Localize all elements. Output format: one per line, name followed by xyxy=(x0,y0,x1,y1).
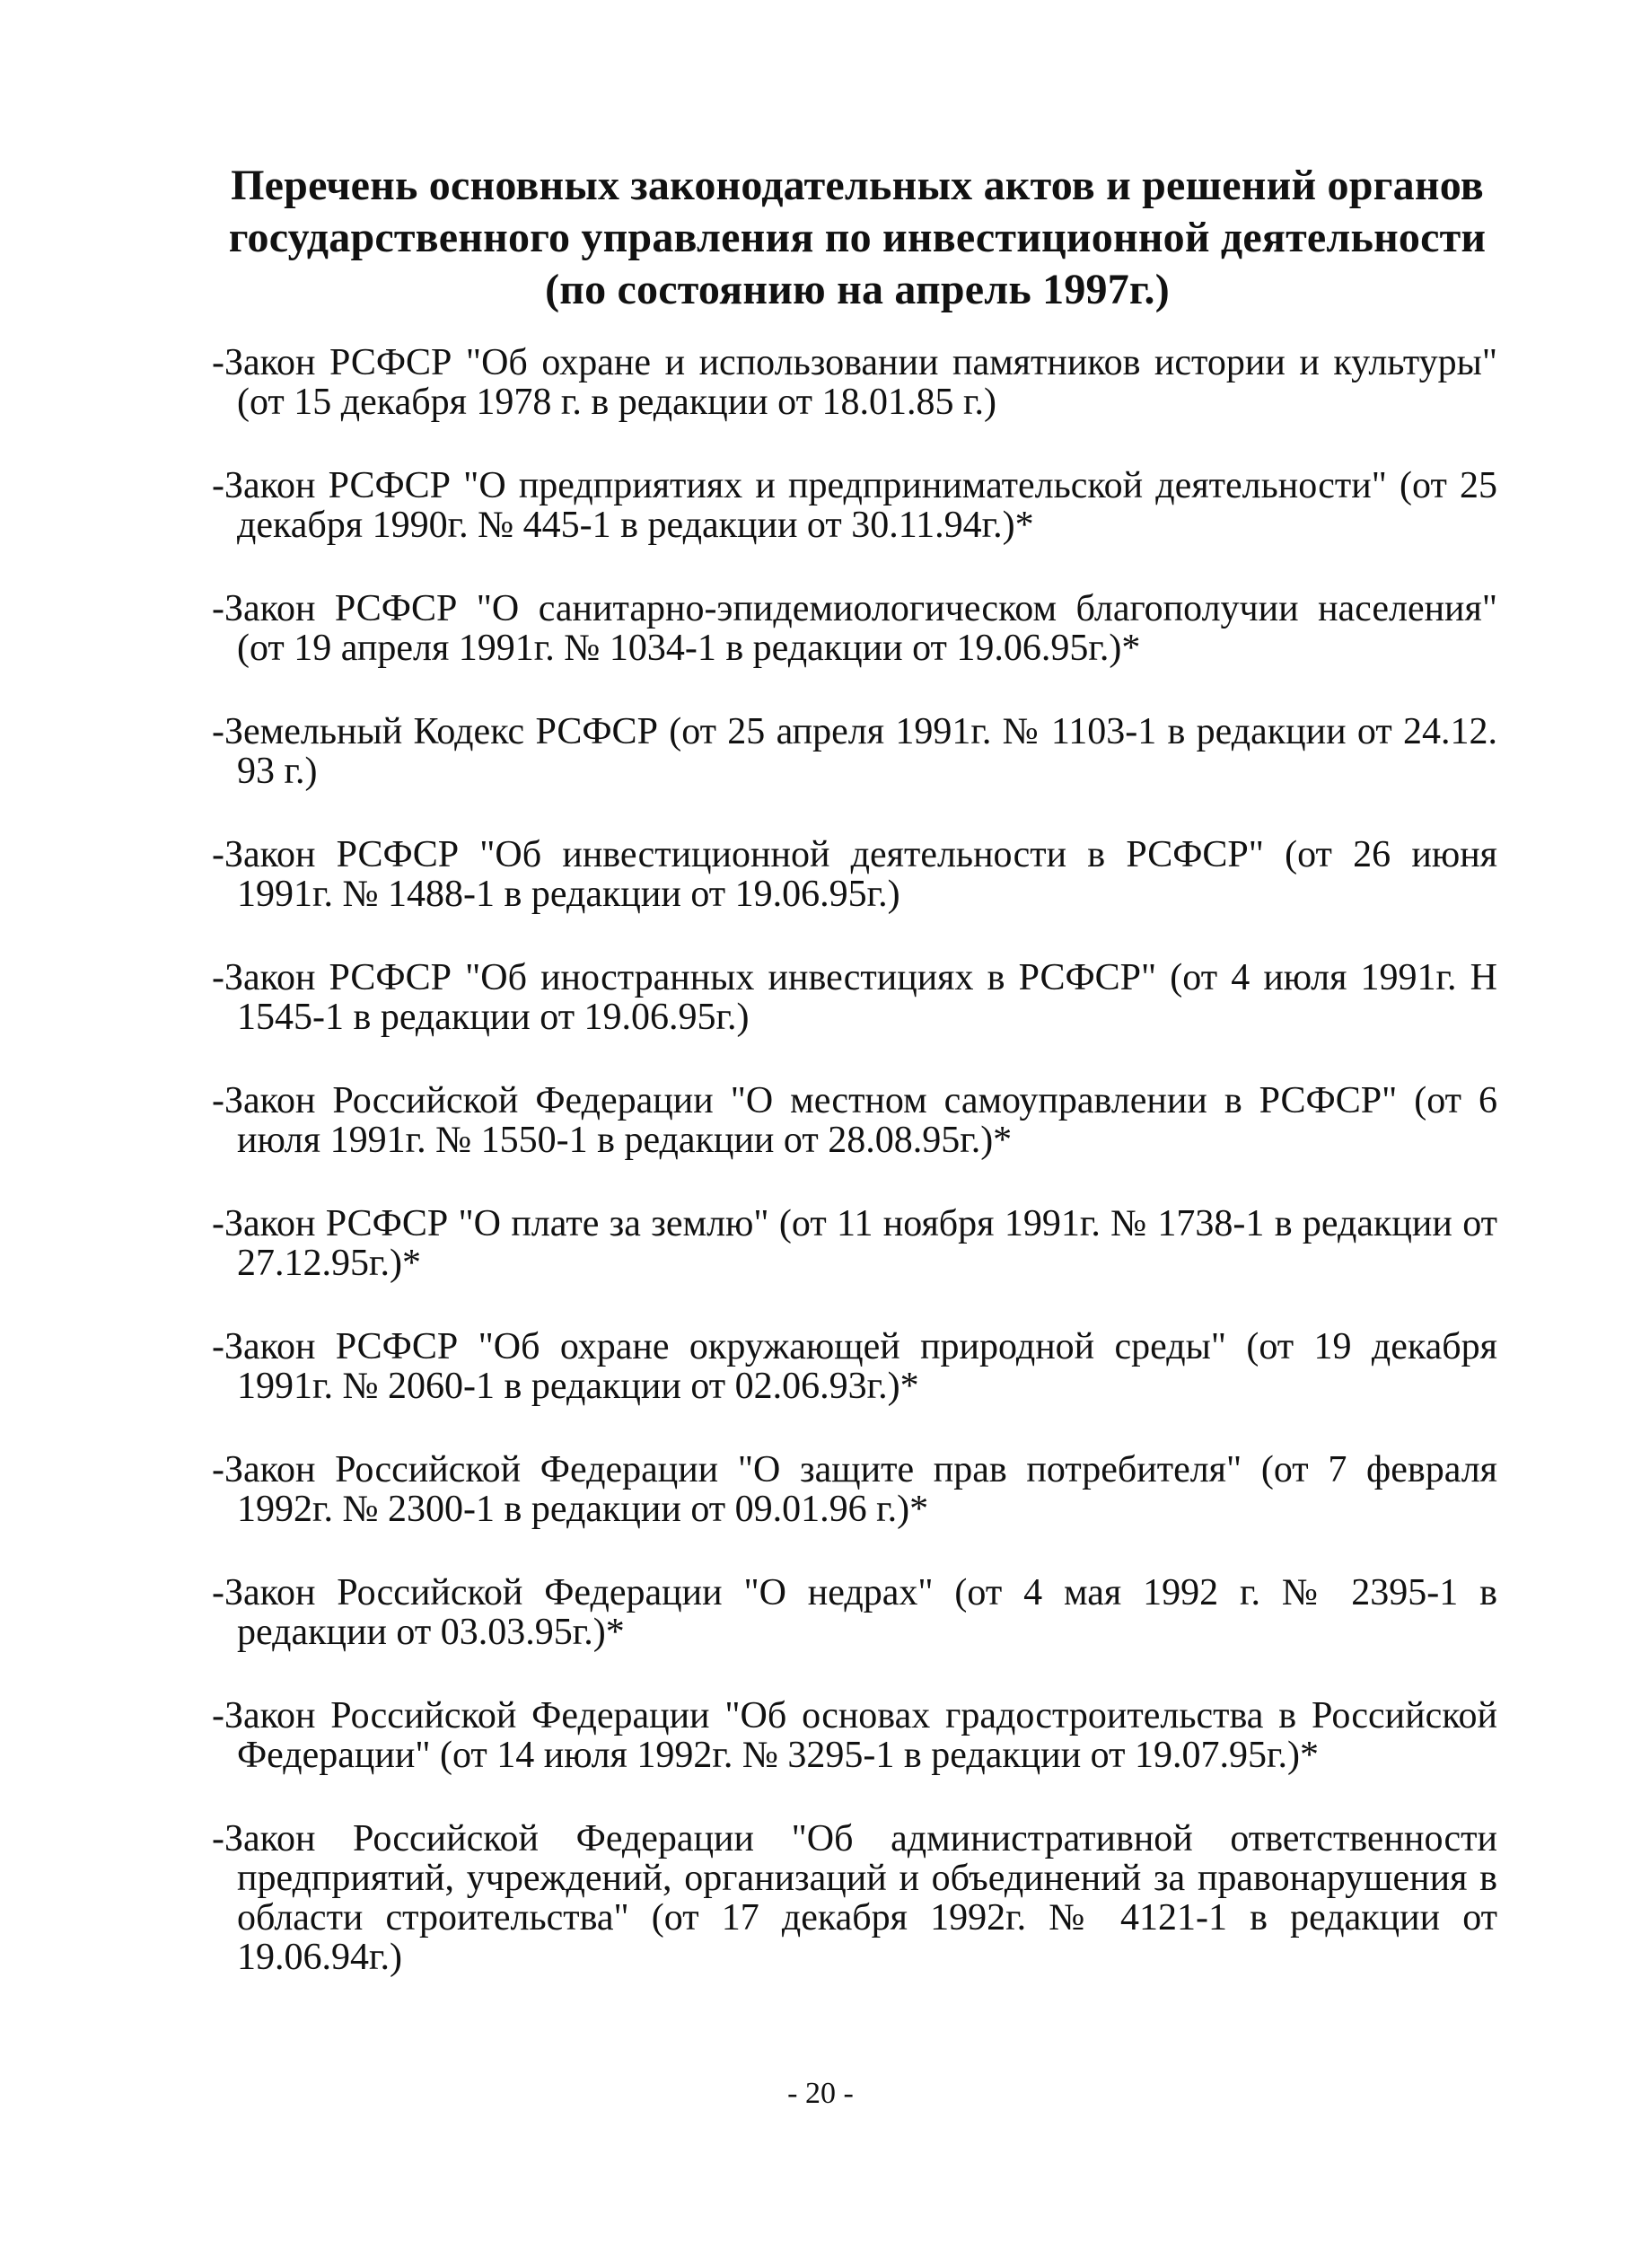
legislation-entry: -Закон Российской Федерации "Об административной ответственности предприятий, учреждений, организаций и объединений за правонарушения в области строительства" (от 17 декабря 1992г. № 4121-1 в редакции от 19.06.94г.) xyxy=(212,1818,1497,1978)
legislation-entry: -Закон РСФСР "О санитарно-эпидемиологическом благополучии населения" (от 19 апреля 1991г. № 1034-1 в редакции от 19.06.95г.)* xyxy=(212,588,1497,669)
legislation-entry: -Закон Российской Федерации "О защите прав потребителя" (от 7 февраля 1992г. № 2300-1 в редакции от 09.01.96 г.)* xyxy=(212,1449,1497,1530)
legislation-entry: -Земельный Кодекс РСФСР (от 25 апреля 1991г. № 1103-1 в редакции от 24.12. 93 г.) xyxy=(212,711,1497,792)
legislation-entry: -Закон Российской Федерации "Об основах градостроительства в Российской Федерации" (от 14 июля 1992г. № 3295-1 в редакции от 19.07.95г.)* xyxy=(212,1695,1497,1776)
legislation-entry: -Закон РСФСР "Об инвестиционной деятельности в РСФСР" (от 26 июня 1991г. № 1488-1 в редакции от 19.06.95г.) xyxy=(212,834,1497,915)
legislation-entry: -Закон Российской Федерации "О недрах" (от 4 мая 1992 г. № 2395-1 в редакции от 03.03.95г.)* xyxy=(212,1572,1497,1653)
legislation-entry: -Закон РСФСР "Об охране окружающей природной среды" (от 19 декабря 1991г. № 2060-1 в редакции от 02.06.93г.)* xyxy=(212,1326,1497,1407)
legislation-entry: -Закон РСФСР "Об иностранных инвестициях в РСФСР" (от 4 июля 1991г. Н 1545-1 в редакции от 19.06.95г.) xyxy=(212,957,1497,1038)
legislation-entry: -Закон РСФСР "Об охране и использовании памятников истории и культуры" (от 15 декабря 1978 г. в редакции от 18.01.85 г.) xyxy=(212,342,1497,423)
page-number: - 20 - xyxy=(787,2077,854,2110)
legislation-list xyxy=(212,343,1497,2021)
legislation-entry: -Закон РСФСР "О предприятиях и предпринимательской деятельности" (от 25 декабря 1990г. № 445-1 в редакции от 30.11.94г.)* xyxy=(212,465,1497,546)
legislation-entry: -Закон РСФСР "О плате за землю" (от 11 ноября 1991г. № 1738-1 в редакции от 27.12.95г.)* xyxy=(212,1203,1497,1284)
legislation-entry: -Закон Российской Федерации "О местном самоуправлении в РСФСР" (от 6 июля 1991г. № 1550-1 в редакции от 28.08.95г.)* xyxy=(212,1080,1497,1161)
document-title: Перечень основных законодательных актов и решений органов государственного управления по инвестиционной деятельности (по состоянию на апрель 1997г.) xyxy=(228,162,1487,313)
